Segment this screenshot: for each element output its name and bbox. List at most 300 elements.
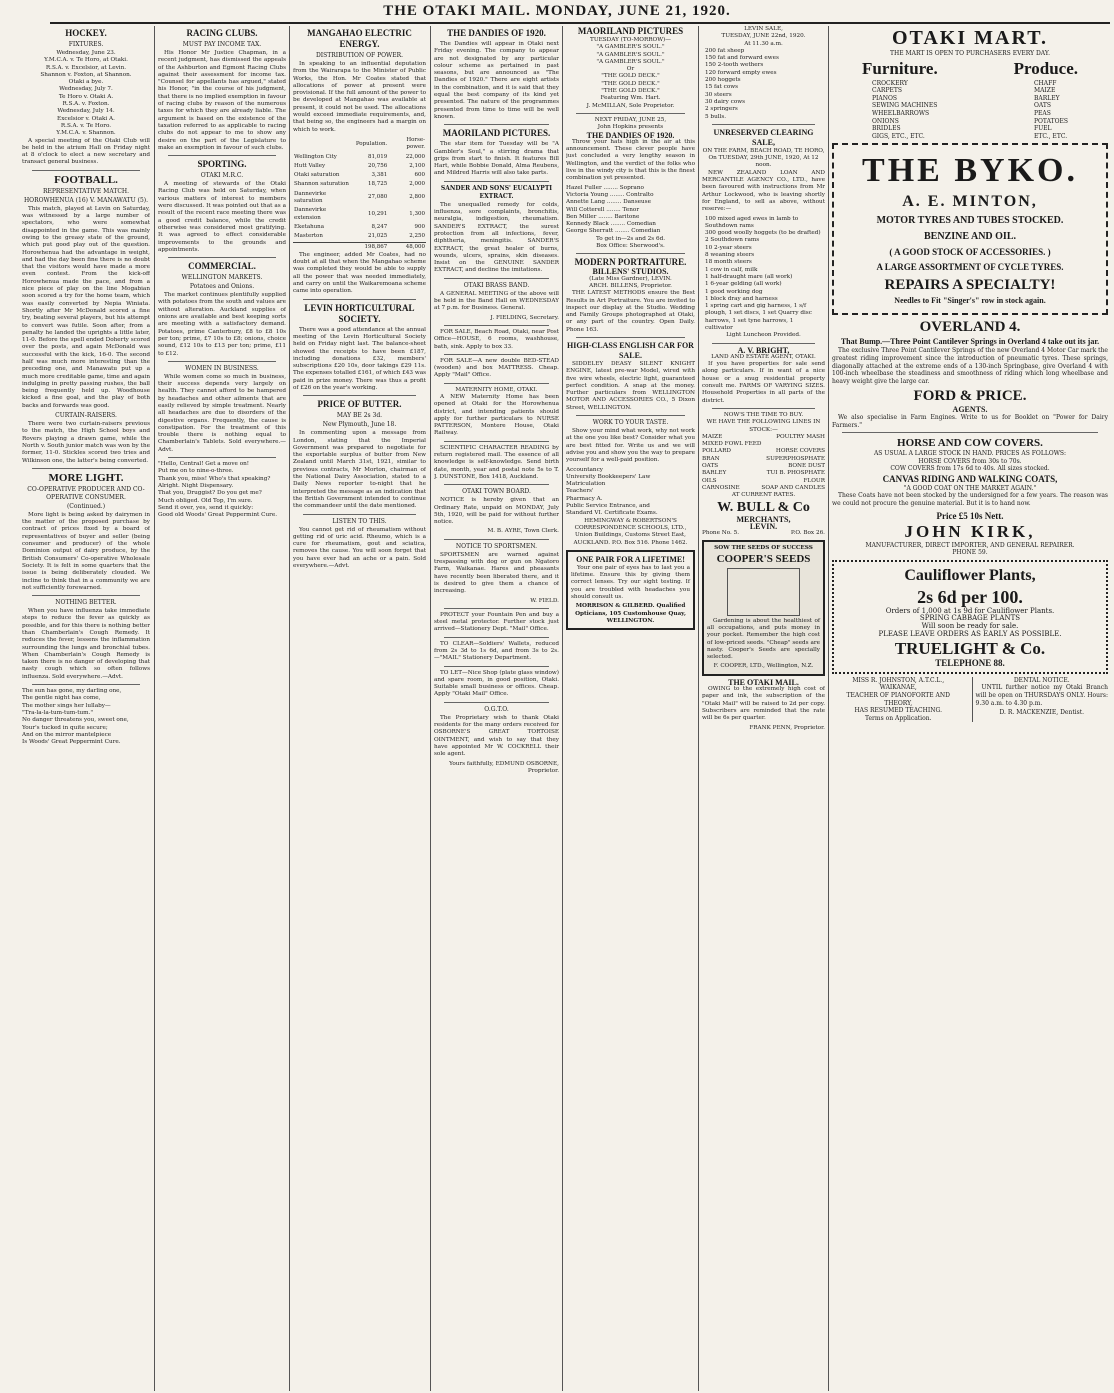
table-cell: 1,300 (409, 210, 425, 217)
mart-lists (832, 80, 1108, 141)
poem-line: Your's tucked in quite secure; (22, 724, 108, 731)
sports-sig: W. FIELD. (530, 597, 559, 604)
divider (712, 124, 815, 125)
table-cell: 2,000 (409, 181, 425, 188)
racing-body: His Honor Mr Justice Chapman, in a recent judgment, has dismissed the appeals of the Ashburton and Egmont Racing Clubs against their assessment for income tax. "Counsel for appellants has argued," stated his Honor, "in the course of his judgment, that there is no implied exemption in favour of racing clubs by reason of the numerous taxes for which they are already liable. The argument is based on the existence of the taxation referred to as applicable to racing clubs do not appear to me to show any desire on the part of the Legislature to make an exemption in favour of such clubs. (158, 50, 286, 151)
table-cell: Hutt Valley (294, 162, 326, 169)
mart-furniture: Furniture. (862, 58, 938, 78)
clearing-item: 1 block dray and harness (705, 295, 778, 302)
table-header-cell (293, 136, 355, 153)
byko-title: THE BYKO. (862, 152, 1078, 190)
poem-line: That you, Druggist? Do you get me? (158, 490, 262, 497)
ogo-sig: Yours faithfully, EDMUND OSBORNE, Proprietor. (449, 760, 559, 774)
work-body: Show your mind what work, why not work at the one you like best? Consider what you are best fitted for. Write us and we will advise you and show you the way to prepare yourself for a well-paid position. (566, 428, 695, 464)
commercial-sub2: Potatoes and Onions. (189, 283, 255, 291)
clearing-location: ON THE FARM, BEACH ROAD, TE HORO, (702, 147, 825, 154)
cast-line: Hazel Fuller ........ Soprano (566, 184, 644, 191)
town-sig: M. B. AYRE, Town Clerk. (487, 528, 559, 535)
ogo-heading: O.G.T.O. (484, 705, 509, 713)
table-cell: 2,250 (409, 233, 425, 240)
sporting-heading: SPORTING. (197, 159, 247, 170)
coats-title: CANVAS RIDING AND WALKING COATS, (882, 473, 1058, 484)
mart-item: CHAFF (1033, 79, 1057, 87)
optician-body: Your one pair of eyes has to last you a lifetime. Ensure this by giving them correct lenses. Try our sight testing. If you are troubled with headaches you should consult us. (571, 564, 690, 600)
sale-item: 200 fat sheep (705, 47, 745, 54)
clearing-item: 300 good woolly hoggets (to be drafted) (705, 230, 821, 237)
overland-foot: We also specialise in Farm Engines. Write to us for Booklet on "Power for Dairy Farmers." (832, 413, 1108, 429)
stock-item: TUI B. PHOSPHATE (766, 470, 825, 477)
bright-title: A. V. BRIGHT, (737, 345, 790, 355)
coopers-ad (702, 540, 825, 675)
johnston-line: TEACHER OF PIANOFORTE AND THEORY, (846, 692, 950, 707)
classified-ad: A NEW Maternity Home has been opened at Otaki for the Horowhenua district, and intending patients should apply for further particulars to NURSE PATTERSON, Montere House, Otaki Railway. (434, 393, 559, 437)
divider (576, 113, 685, 114)
divider (444, 383, 549, 384)
table-cell: Eketahuna (294, 223, 324, 230)
stock-item: SOAP AND CANDLES (761, 484, 825, 491)
mart-headings (832, 58, 1108, 80)
brass-heading: OTAKI BRASS BAND. (463, 281, 530, 289)
maoriland-ad-or: Or (626, 66, 635, 73)
car-body: SIDDELEY DEASY SILENT KNIGHT ENGINE, latest pre-war Model, wired with five wire wheels, electric light, guaranteed perfect condition. A snap at the money. Further particulars from WELLINGTON MOTOR AND ACCESSORIES CO., 5 Dixon Street, WELLINGTON. (566, 360, 695, 411)
clearing-title: UNRESERVED CLEARING SALE, (713, 127, 814, 147)
work-title: WORK TO YOUR TASTE. (592, 419, 669, 427)
table-cell: 198,867 (364, 243, 388, 250)
light-heading: MORE LIGHT. (48, 471, 124, 484)
mangahao-sub: DISTRIBUTION OF POWER. (315, 52, 403, 59)
nothing-heading: NOTHING BETTER. (55, 599, 117, 607)
overland-body: The exclusive Three Point Cantilever Springs of the new Overland 4 Motor Car mark the greatest riding improvement since the introduction of pneumatic tyres. These springs, diagonally attached at the extreme ends of a 130-inch Springbase, give Overland 4 with 100-inch wheelbase the steadiness and smoothness of riding which long wheelbase and heavy weight give the large car. (832, 347, 1108, 385)
cast-line: Ben Miller ........ Baritone (566, 213, 640, 220)
work-course: Teachers' (566, 488, 594, 495)
coats-body: These Coats have not been stocked by the undersigned for a few years. The reason was we could not procure the genuine material. But it is to hand now. (832, 492, 1108, 508)
dandies-body: The Dandies will appear in Otaki next Friday evening. The company to appear are not designated by any particular colour scheme as pertained in past seasons, but are announced as "The Dandies of 1920." There are eight artists in the combination, and it is said that they equal the best company of its kind yet presented. The nature of the programmes presented from time to time will be well known. (434, 41, 559, 120)
dental-title: DENTAL NOTICE. (1013, 676, 1070, 684)
portraiture-loc: (Late Miss Gardner), LEVIN. (589, 275, 672, 282)
seed-packet-icon (727, 568, 800, 616)
table-cell (293, 242, 355, 252)
classified-ad: FOR SALE, Beach Road, Otaki, near Post Office—HOUSE, 6 rooms, washhouse, bath, sink. Apply to box 33. (434, 328, 559, 350)
cauli-title: Cauliflower Plants, (904, 566, 1036, 584)
work-course: University Bookkeepers' Law (566, 473, 651, 480)
hockey-fixture-line: Wednesday, July 7. (59, 86, 113, 93)
divider (303, 299, 416, 300)
light-cont: (Continued.) (66, 502, 106, 510)
table-cell: 2,100 (409, 162, 425, 169)
table-cell: 48,000 (405, 243, 425, 250)
poem-line: The mother sings her lullaby— (22, 702, 111, 709)
table-cell: 3,381 (371, 172, 388, 179)
mart-item: BARLEY (1033, 94, 1060, 102)
classified-ad: FOR SALE—A new double BED-STEAD (wooden) and box MATTRESS. Cheap. Apply "Mail" Office. (434, 357, 559, 379)
column-rule (430, 26, 431, 1391)
poem-line: The gentle night has come, (22, 695, 101, 702)
stock-row (702, 448, 825, 455)
sale-date: TUESDAY, JUNE 22nd, 1920. (721, 33, 806, 40)
mangahao-heading: MANGAHAO ELECTRIC ENERGY. (307, 28, 412, 49)
stock-item: BONE DUST (788, 463, 825, 470)
poem-line: "Hello, Central! Get a move on! (158, 461, 250, 468)
divider (444, 181, 549, 182)
sander-body: The unequalled remedy for colds, influenza, sore complaints, bronchitis, neuralgia, indigestion, rheumatism. SANDER'S EXTRACT, the surest protection from all infections, fever, diphtheria, meningitis. SANDER'S EXTRACT, the great healer of burns, wounds, ulcers, sprains, skin diseases. Insist on the GENUINE SANDER EXTRACT, and decline the imitations. (434, 201, 559, 274)
byko-line: MOTOR TYRES AND TUBES STOCKED. (876, 215, 1064, 227)
cauli-line: SPRING CABBAGE PLANTS (919, 614, 1021, 623)
poem-line: "Tra-la-la-tum-tum-tum." (22, 709, 93, 716)
cauli-line: Orders of 1,000 at 1s 9d for Cauliflower Plants. (885, 606, 1055, 615)
divider (444, 278, 549, 279)
sale-item: 150 fat and forward ewes (705, 55, 779, 62)
optician-sig: MORRISON & GILBERD. Qualified Opticians, 105 Customhouse Quay, WELLINGTON. (575, 603, 686, 624)
butter-body: In commenting upon a message from London, stating that the Imperial Government was prepared to negotiate for the exportable surplus of butter from New Zealand until March 31st, 1921, similar to previous contracts, Mr Morton, chairman of the National Dairy Association, stated to a Daily News reporter to-night that he interpreted the message as an indication that the British Government intended to continue the commandeer until the date mentioned. (293, 430, 426, 510)
mangahao-body2: The engineer, added Mr Coates, had no doubt at all that when the Mangahao scheme was completed they would be able to supply all the power that was needed immediately, and carry on until the Waikaremoana scheme came into operation. (293, 251, 426, 295)
poem-line: No danger threatens you, sweet one, (22, 717, 129, 724)
mart-item: ETC., ETC. (1033, 132, 1068, 140)
byko-line: BENZINE AND OIL. (924, 231, 1016, 243)
johnston-name: MISS R. JOHNSTON, A.T.C.L., (852, 676, 945, 684)
hockey-heading: HOCKEY. (65, 28, 107, 38)
cast-line: Kennedy Black ........ Comedian (566, 221, 656, 228)
stock-row (702, 441, 825, 448)
butter-sub: MAY BE 2s 3d. (336, 412, 383, 420)
sale-item: 30 dairy cows (705, 98, 746, 105)
hockey-fixture-line: Otaki a bye. (68, 79, 104, 86)
mart-item: SEWING MACHINES (872, 102, 938, 110)
classified-ad-heading: MATERNITY HOME, OTAKI. (455, 386, 538, 393)
truelight-phone: TELEPHONE 88. (935, 658, 1005, 669)
poem-line: Good old Woods' Great Peppermint Cure. (158, 512, 278, 519)
commercial-sub: WELLINGTON MARKETS. (181, 274, 263, 282)
football-heading: FOOTBALL. (54, 173, 118, 186)
bright-sub: LAND AND ESTATE AGENT, OTAKI. (711, 353, 816, 360)
byko-line: REPAIRS A SPECIALTY! (884, 277, 1056, 294)
divider (303, 514, 416, 515)
table-row (293, 162, 426, 171)
butter-dateline: New Plymouth, June 18. (322, 421, 397, 429)
now-intro: WE HAVE THE FOLLOWING LINES IN STOCK:— (706, 419, 821, 433)
hockey-fixture-line: Wednesday, June 23. (56, 50, 116, 56)
clearing-body: NEW ZEALAND LOAN AND MERCANTILE AGENCY CO., LTD., have been favoured with instructions from Mr Arthur Lockwood, who is leaving shortly for England, to sell as above, without reserve:— (702, 169, 825, 213)
divider (576, 253, 685, 254)
work-course: Accountancy (566, 466, 603, 473)
sale-item: 30 steers (705, 91, 732, 98)
mail-notice-title: THE OTAKI MAIL. (728, 677, 799, 687)
kirk-firm: JOHN KIRK, (904, 521, 1036, 541)
byko-name: A. E. MINTON, (902, 193, 1038, 211)
stock-item: HORSE COVERS (775, 448, 825, 455)
dental-sig: D. R. MACKENZIE, Dentist. (999, 709, 1085, 717)
clearing-item: 10 2-year steers (705, 244, 752, 251)
mart-item: CROCKERY (872, 79, 908, 87)
truelight-firm: TRUELIGHT & Co. (894, 639, 1046, 659)
cauli-line: Will soon be ready for sale. (921, 622, 1019, 631)
stock-item: BARLEY (702, 470, 727, 477)
sale-item: 5 bulls. (705, 113, 727, 120)
poem-line: Put me on to nine-o-three. (158, 468, 234, 475)
divider (32, 170, 140, 171)
clearing-item: 8 weaning steers (705, 252, 755, 259)
classified-ad: SCIENTIFIC CHARACTER READING by return registered mail. The essence of all knowledge is self-knowledge. Send birth date, month, year and postal note 5s to T. J. DUNSTONE, Box 1418, Auckland. (434, 444, 559, 480)
stock-item: OATS (702, 463, 719, 470)
poem-line: Send it over, yes, send it quickly: (158, 504, 254, 511)
mart-item: MAIZE (1033, 87, 1056, 95)
mart-left-list (872, 80, 937, 141)
clearing-item: 18 month steers (705, 259, 752, 266)
maoriland-ad-feature: "A GAMBLER'S SOUL." (596, 44, 665, 51)
column-rule (154, 26, 155, 1391)
work-sig: HEMINGWAY & ROBERTSON'S CORRESPONDENCE SCHOOLS, LTD., Union Buildings, Customs Street East, AUCKLAND. P.O. Box 516. Phone 1462. (573, 517, 688, 546)
table-row (293, 223, 426, 232)
mart-sub: THE MART IS OPEN TO PURCHASERS EVERY DAY. (889, 50, 1050, 57)
maoriland-ad-feature: "THE GOLD DECK." (601, 88, 660, 95)
column-7 (832, 26, 1108, 1391)
table-cell: 900 (414, 223, 425, 230)
mart-item: FUEL (1033, 125, 1052, 133)
table-header-row (293, 136, 426, 153)
hockey-fixture-line: R.S.A. v. Te Horo. (60, 122, 112, 129)
dandies-ad-date: NEXT FRIDAY, JUNE 25, (594, 116, 667, 123)
sale-item: 15 fat cows (705, 84, 739, 91)
masthead-rule (50, 22, 1110, 24)
dandies-ad-prices: To get in—2s and 2s 6d. (595, 235, 666, 242)
sale-time: At 11.30 a.m. (744, 40, 783, 47)
mart-produce: Produce. (1013, 58, 1078, 78)
stock-row (702, 463, 825, 470)
table-row (293, 206, 426, 223)
hockey-fixture-line: Te Horo v. Otaki A. (58, 93, 114, 100)
sporting-sub: OTAKI M.R.C. (200, 172, 244, 180)
hockey-fixtures: FIXTURES. (68, 41, 104, 48)
table-header-cell: Population. (355, 140, 388, 147)
clearing-item: 1 good working dog (705, 288, 763, 295)
sports-heading: NOTICE TO SPORTSMEN. (455, 542, 538, 550)
table-cell: Dannevirke saturation (294, 190, 327, 205)
women-heading: WOMEN IN BUSINESS. (185, 364, 259, 372)
levin-body: There was a good attendance at the annual meeting of the Levin Horticultural Society held on Friday night last. The balance-sheet showed the receipts to have been £187, including donations £32, members' subscriptions £20 10s, door takings £29 11s. The expenses totalled £161, of which £43 was paid in prize money. There was thus a profit of £26 on the year's working. (293, 326, 426, 391)
portraiture-studio: BILLENS' STUDIOS. (592, 267, 669, 277)
column-rule (828, 26, 829, 1391)
mart-item: POTATOES (1033, 117, 1068, 125)
mail-notice-body: OWING to the extremely high cost of paper and ink, the subscription of the "Otaki Mail" will be raised to 2d per copy. Subscribers are reminded that the rate will be 6s per quarter. (702, 686, 825, 722)
clearing-item: 100 mixed aged ewes in lamb to Southdown rams (705, 215, 799, 229)
johnston-loc: WAIKANAE, (879, 684, 917, 692)
table-row (293, 153, 426, 162)
stock-item: MIXED FOWL FEED (702, 441, 762, 448)
divider (712, 343, 815, 344)
cauliflower-ad (832, 560, 1108, 674)
mart-item: PEAS (1033, 109, 1051, 117)
football-match: HOROWHENUA (16) V. MANAWATU (5). (23, 196, 149, 204)
dandies-ad-presenter: John Hopkins presents (597, 124, 664, 131)
town-body: NOTICE is hereby given that an Ordinary Rate, unpaid on MONDAY, July 5th, 1920, will be paid for without further notice. (434, 497, 559, 526)
table-cell: Wellington City (294, 153, 337, 160)
stock-item: POULTRY MASH (776, 433, 825, 440)
mangahao-body: In speaking to an influential deputation from the Wairarapa to the Minister of Public Works, the Hon. Mr Coates stated that allocations of power at present were provisional. If the full amount of the power to be developed at Mangahao was available at present, it could not be used. The allocations would exceed immediate requirements, and, that being so, the engineers had a margin on which to work. (293, 61, 426, 133)
sale-item: 120 forward empty ewes (705, 69, 777, 76)
table-cell: 18,725 (368, 181, 388, 188)
dandies-heading: THE DANDIES OF 1920. (447, 28, 546, 38)
bull-phone: Phone No. 5. (702, 530, 740, 537)
car-title: HIGH-CLASS ENGLISH CAR FOR SALE. (567, 340, 694, 360)
mart-item: BRIDLES (872, 125, 901, 133)
column-4 (434, 26, 559, 1391)
poem-line: Much obliged. Old Top, I'm sure. (158, 497, 253, 504)
clearing-date: On TUESDAY, 29th JUNE, 1920, At 12 noon. (708, 155, 819, 169)
divider (444, 608, 549, 609)
clearing-item: 1 half-draught mare (all work) (705, 273, 793, 280)
poem-line: The sun has gone, my darling one, (22, 688, 122, 695)
divider (444, 325, 549, 326)
johnston-line: HAS RESUMED TEACHING. (854, 707, 942, 715)
table-cell: 20,756 (368, 162, 388, 169)
divider (168, 155, 276, 156)
mart-item: PIANOS (872, 94, 898, 102)
table-row (293, 232, 426, 242)
levin-heading: LEVIN HORTICULTURAL SOCIETY. (304, 302, 415, 324)
johnston-ad (832, 677, 964, 723)
cauli-line: PLEASE LEAVE ORDERS AS EARLY AS POSSIBLE. (878, 629, 1062, 638)
stock-row (702, 434, 825, 441)
divider (444, 539, 549, 540)
bull-contacts (702, 530, 825, 537)
stock-item: SUPERPHOSPHATE (766, 455, 825, 462)
mart-title: OTAKI MART. (891, 27, 1049, 49)
column-rule (289, 26, 290, 1391)
table-cell: 27,080 (368, 194, 388, 201)
mart-item: CARPETS (872, 87, 902, 95)
table-cell: Masterton (294, 233, 323, 240)
table-cell: Dannevirke extension (294, 207, 327, 221)
light-body: More light is being asked by dairymen in the matter of the proposed purchase by contract of prices fixed by a board of representatives of buyer and seller (being consumer and producer) of the whole Dominion output of dairy produce, by the British Consumers' Co-operative Wholesale Society. It is felt in some quarters that the issue is being deliberately clouded. We incline to think that in a community we are not sufficiently forewarned. (22, 511, 150, 591)
byko-line: ( A GOOD STOCK OF ACCESSORIES. ) (889, 247, 1051, 258)
listen-body: You cannot get rid of rheumatism without getting rid of uric acid. Rheumo, which is a cure for rheumatism, gout and sciatica, removes the cause. You will soon forget that you have ever had an ache or a pain. Sold everywhere.—Advt. (293, 526, 426, 570)
table-row (293, 171, 426, 180)
stock-row (702, 456, 825, 463)
stock-item: OILS (702, 477, 717, 484)
byko-ad (832, 143, 1108, 315)
clearing-foot: Light Luncheon Provided. (726, 332, 801, 339)
column-rule (698, 26, 699, 1391)
table-header-cell: Horse-power. (406, 136, 425, 151)
poem-line: Is Woods' Great Peppermint Cure. (22, 739, 121, 746)
maoriland-body: The star item for Tuesday will be "A Gambler's Soul," a stirring drama that grips from start to finish. It features Bill Hart, while Bobbie Donald, Alma Reubens, and Mildred Harris will also take parts. (434, 141, 559, 177)
divider (168, 361, 276, 362)
column-1 (22, 26, 150, 1391)
bull-firm: W. BULL & Co (717, 499, 810, 515)
stock-item: POLLARD (702, 448, 731, 455)
covers-title: HORSE AND COW COVERS. (897, 437, 1043, 450)
poem-line: Alright. Night Dispensary. (158, 482, 234, 489)
hockey-fixture-line: Excelsior v. Otaki A. (57, 115, 115, 122)
kirk-phone: PHONE 59. (952, 549, 988, 557)
overland-sub: That Bump.—Three Point Cantilever Springs in Overland 4 take out its jar. (840, 337, 1100, 347)
racing-sub: MUST PAY INCOME TAX. (182, 41, 262, 48)
hockey-fixture-line: R.S.A. v. Foxton. (62, 101, 110, 108)
covers-line: AS USUAL A LARGE STOCK IN HAND. PRICES AS FOLLOWS: (873, 450, 1067, 458)
divider (168, 257, 276, 258)
maoriland-ad-feature: "A GAMBLER'S SOUL." (596, 58, 665, 65)
sale-item: 150 2-tooth wethers (705, 62, 764, 69)
work-course: Matriculation (566, 481, 606, 488)
mail-notice-sig: FRANK PENN, Proprietor. (749, 724, 825, 731)
mart-right-list (1034, 80, 1068, 141)
divider (576, 415, 685, 416)
stock-item: CARNOSINE (702, 484, 740, 491)
cauli-price: 2s 6d per 100. (917, 586, 1023, 607)
work-course: Pharmacy A. (566, 495, 603, 502)
divider (168, 457, 276, 458)
divider (303, 395, 416, 396)
stock-row (702, 478, 825, 485)
classified-ad: TO LET—Nice Shop (plate glass window) and spare room, in good position, Otaki. Suitable small business or offices. Cheap. Apply "Otaki Mail" Office. (434, 669, 559, 698)
maoriland-ad-feature: "A GAMBLER'S SOUL." (596, 51, 665, 58)
mart-item: WHEELBARROWS (872, 109, 930, 117)
clearing-item: 2 Southdown rams (705, 237, 760, 244)
table-total-row (293, 242, 426, 252)
divider (444, 484, 549, 485)
byko-line: A LARGE ASSORTMENT OF CYCLE TYRES. (876, 262, 1064, 273)
divider (712, 408, 815, 409)
divider (32, 595, 140, 596)
power-table (293, 136, 426, 252)
maoriland-ad-line: TUESDAY (TO-MORROW)— (590, 37, 671, 43)
stock-item: FLOUR (803, 477, 825, 484)
bright-body: If you have properties for sale send along particulars. If in want of a nice house or a snug residential property consult me. FARMS OF VARYING SIZES. Household Properties in all parts of the district. (702, 361, 825, 404)
column-5 (566, 26, 695, 1391)
stock-item: MAIZE (702, 433, 723, 440)
cast-line: Victoria Young ........ Contralto (566, 191, 654, 198)
table-row (293, 190, 426, 207)
dandies-ad-title: THE DANDIES OF 1920. (586, 130, 675, 140)
overland-title: OVERLAND 4. (919, 319, 1021, 336)
column-rule (562, 26, 563, 1391)
sale-title: LEVIN SALE, (744, 26, 783, 32)
light-sub: CO-OPERATIVE PRODUCER AND CO-OPERATIVE CONSUMER. (27, 485, 145, 501)
table-cell: 81,019 (368, 153, 388, 160)
mart-item: GIGS, ETC., ETC. (872, 132, 925, 140)
clearing-item: 1 cow in calf, milk (705, 266, 758, 273)
nothing-body: When you have influenza take immediate steps to reduce the fever as quickly as possible, and for this there is nothing better than Chamberlain's Cough Remedy. It reduces the fever, lessens the inflammation surrounding the lungs and bronchial tubes. When Chamberlain's Cough Remedy is taken there is no danger of developing that nasty cough which so often follows influenza. Sold everywhere.—Advt. (22, 608, 150, 680)
now-title: NOW'S THE TIME TO BUY. (723, 411, 804, 418)
hockey-fixture-line: Wednesday, July 14. (57, 108, 115, 115)
dandies-ad-plan: Box Office: Sherwood's. (596, 243, 665, 250)
divider (842, 432, 1098, 433)
covers-line: COW COVERS from 17s 6d to 40s. All sizes stocked. (890, 465, 1050, 473)
byko-line: Needles to Fit "Singer's" row in stock again. (894, 296, 1046, 306)
portraiture-prop: ARCH. BILLENS, Proprietor. (589, 282, 672, 289)
brass-body: A GENERAL MEETING of the above will be held in the Band Hall on WEDNESDAY at 7 p.m. for Business. General. (434, 290, 559, 312)
curtain-body: There were two curtain-raisers previous to the match, the High School boys and Rovers playing a drawn game, while the North v. South junior match was won by the former, 11-0. Stickles scored two tries and Wilkinson one, the latter's being converted. (22, 421, 150, 464)
dental-body: UNTIL further notice my Otaki Branch will be open on THURSDAYS ONLY. Hours: 9.30 a.m. to 4.30 p.m. (975, 684, 1108, 707)
table-cell: 21,025 (368, 233, 388, 240)
optician-ad (566, 550, 695, 630)
coopers-sig: F. COOPER, LTD., Wellington, N.Z. (713, 663, 814, 670)
hockey-fixture-line: Y.M.C.A. v. Te Horo, at Otaki. (44, 57, 128, 64)
divider (444, 441, 549, 442)
column-3 (293, 26, 426, 1391)
covers-line: HORSE COVERS from 30s to 70s. (918, 457, 1022, 465)
stock-row (702, 470, 825, 477)
commercial-heading: COMMERCIAL. (188, 261, 256, 272)
divider (576, 337, 685, 338)
table-cell: 8,247 (371, 223, 388, 230)
divider (444, 637, 549, 638)
sale-item: 200 hoggets (705, 77, 741, 84)
stock-item: BRAN (702, 455, 720, 462)
kirk-sub: MANUFACTURER, DIRECT IMPORTER, AND GENERAL REPAIRER. (865, 541, 1075, 549)
table-cell: Otaki saturation (294, 172, 340, 179)
divider (32, 468, 140, 469)
hockey-fixture-line: R.S.A. v. Excelsior, at Levin. (45, 64, 127, 71)
